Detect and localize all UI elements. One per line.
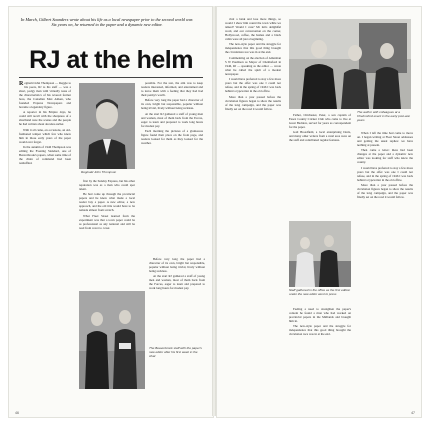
- group-photo-icon: [79, 291, 145, 389]
- paragraph: Feeling a need to strengthen the paper's content he found a man who had worked on provincial papers in the Midlands and brought him in.: [289, 307, 351, 323]
- paragraph: At the start RJ gathered a staff of young men and women, most of them back from the Forces, eager to learn and prepared to work long hours for modest pay.: [149, 274, 205, 291]
- body-column-7: [357, 131, 413, 411]
- body-column-5: [225, 17, 281, 411]
- right-page: [216, 6, 422, 418]
- headline-rule: [19, 77, 203, 78]
- paragraph: I would have preferred to stay a few more years but the offer was one I could not refuse, and in the spring of 1946 I was back behind a typewriter in the old office.: [357, 165, 413, 182]
- drop-cap: R: [19, 81, 24, 87]
- paragraph: A reporter in his Empire days, he could still recall with the sharpness of a shorthand note the scenes and the people he had written about decades earlier.: [19, 110, 71, 127]
- magazine-spread: [8, 6, 420, 422]
- page-number-right: 47: [411, 411, 415, 415]
- paragraph: Gail Broadfield, a local enterprising Doris, and many other writers from a rural area were on the staff and contributed regular features.: [289, 130, 351, 143]
- body-column-4: [149, 257, 205, 343]
- body-column-8: [289, 307, 351, 411]
- photo-right-top-caption: The author with colleagues at a Chelmsford event in the early post-war years: [357, 110, 410, 122]
- portrait-man-icon: [79, 83, 135, 169]
- paragraph: Before very long the paper had a character of its own, bright but responsible, popular without being trivial, lively without being reckless.: [141, 98, 203, 111]
- portrait-photo: [79, 83, 135, 169]
- left-page: [8, 6, 214, 418]
- paragraph: eginald John Thompson — Reggie to his peers, RJ to his staff — was a short, podgy man with virtually none of the characteristics of his revered former boss, the Canadian Max Aitken, who founded Express Newspapers and became a legendary figure.: [19, 81, 71, 109]
- paragraph: Commenting on the election of Alderman S W Pauldson as Mayor of Chelmsford in 1946, RJ — speaking as the editor — wrote what he called the spirit of a modest newspaper.: [225, 55, 281, 76]
- paragraph: More than a year passed before the circulation figures began to show the results of the long campaign, and the paper was finally set on the road it would follow.: [357, 183, 413, 200]
- body-column-1: [19, 81, 71, 407]
- paragraph: Before very long the paper had a character of its own, bright but responsible, popular without being trivial, lively without being reckless.: [149, 257, 205, 273]
- paragraph: The new-style paper and the struggle for independence that this good thing brought the circulation race was in at the end.: [289, 324, 351, 337]
- body-column-3: [79, 179, 135, 289]
- paragraph: At the start RJ gathered a staff of young men and women, most of them back from the Forces, eager to learn and prepared to work long hours for modest pay.: [141, 111, 203, 128]
- paragraph: More than a year passed before the circulation figures began to show the results of the long campaign, and the paper was finally set on the road it would follow.: [225, 94, 281, 111]
- paragraph: When I left the time had come to move on. I began writing at Fleet Street addresses and getting the usual replies: we have nothing at present.: [357, 131, 413, 147]
- paragraph: He had come up through the provincial papers and he knew what made a local reader buy a paper. A new editor, a new approach, and the old title would have to be remade almost from scratch.: [79, 192, 135, 213]
- street-scene-photo-icon: [289, 19, 411, 109]
- article-intro: In March, Gilbert Saunders wrote about his life as a local newspaper prior to the second world war. Six years on, he returned to the paper and a dynamic new editor.: [20, 17, 194, 28]
- photo-right-top: [289, 19, 411, 109]
- paragraph: In the autumn of 1946 Thompson was editing the Evening Standard, one of Beaverbrook's papers, when some time of the chain of command had been reshuffled.: [19, 145, 71, 166]
- photo-right-mid: [289, 221, 351, 287]
- paragraph: visit a bank and lose more things, so would I show him round the town while we talked? Would I care? Mr Ian's delightful word, and our conversation on the corner, Hollywood, coffee, the homes and a black cabin were all just a beginning.: [225, 17, 281, 41]
- body-column-6: [289, 113, 351, 233]
- portrait-caption: Reginald John Thompson: [81, 170, 117, 174]
- article-headline: RJ at the helm: [29, 46, 193, 74]
- paragraph: I would have preferred to stay a few more years but the offer was one I could not refuse, and in the spring of 1946 I was back behind a typewriter in the old office.: [225, 77, 281, 94]
- paragraph: Each morning the pictures of a glamorous figure found their place on the front page, and readers looked for them as they looked for the weather.: [141, 129, 203, 146]
- paragraph: Then came a letter: there had been changes at the paper and a dynamic new editor was looking for staff who knew the county.: [357, 148, 413, 165]
- paragraph: first by the Sunday Express, but his other reputation was as a man who could spot talent.: [79, 179, 135, 191]
- paragraph: possible. For the rest, the aim was to keep readers interested, informed, and entertained and to leave them with a feeling that they had had their penny's worth.: [141, 81, 203, 97]
- body-column-2: [141, 81, 203, 251]
- page-number-left: 46: [15, 411, 19, 415]
- office-staff-photo-icon: [289, 221, 351, 287]
- paragraph: The new-style paper and the struggle for independence that this good thing brought the circulation race was in at the end.: [225, 42, 281, 55]
- paragraph: With it all came, on occasions, an old-fashioned temper which few who knew him in those early years of the paper would ever forget.: [19, 127, 71, 144]
- paragraph: Father, Chichester, Peter, a son captain of Essex County Cricket Club who came to live at Great Baddow, served for years as correspondent for the paper.: [289, 113, 351, 129]
- photo-right-mid-caption: Staff gathered in the office as the first edition under the new editor went to press: [289, 288, 351, 296]
- group-photo-caption: The Beaverbrook staff with the paper's new editor after his first week in the chair: [149, 346, 202, 358]
- group-photo-left: [79, 291, 145, 389]
- paragraph: What Fleet Street learned from the experiment was that a town paper could be as professional as any national and still be read from cover to cover.: [79, 213, 135, 230]
